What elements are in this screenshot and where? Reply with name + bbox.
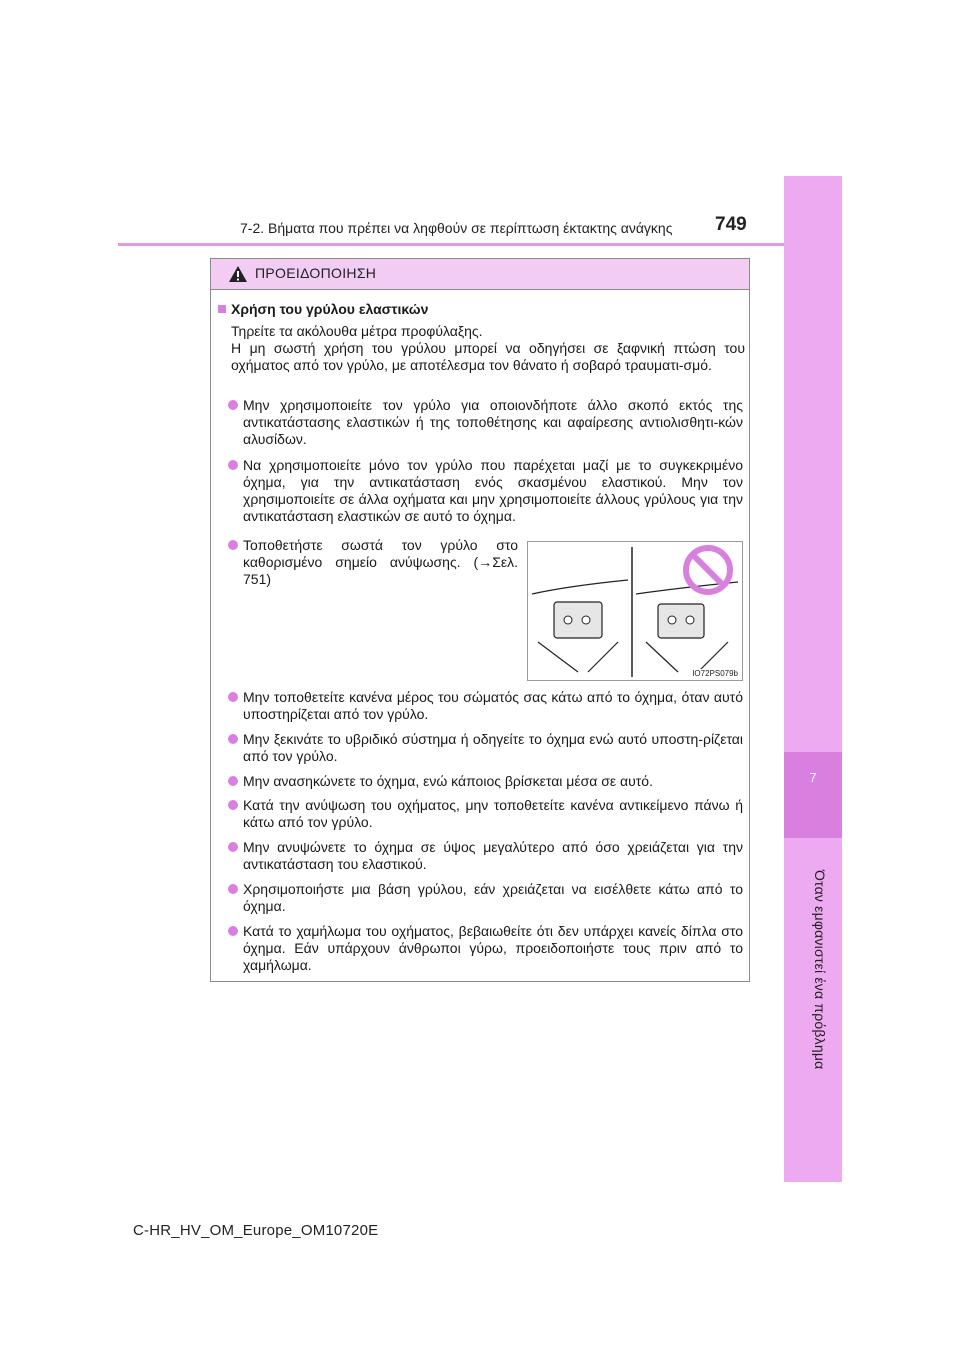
document-code: C-HR_HV_OM_Europe_OM10720E [133,1222,379,1239]
chapter-number: 7 [809,770,817,785]
list-item: Μην χρησιμοποιείτε τον γρύλο για οποιονδήποτε άλλο σκοπό εκτός της αντικατάστασης ελαστικών ή της τοποθέτησης και αφαίρεσης αντιολισθητι-κών αλυσίδων. [228,397,743,448]
square-bullet-icon [218,305,226,313]
jack-illustration [527,541,743,681]
intro-paragraph: Η μη σωστή χρήση του γρύλου μπορεί να οδηγήσει σε ξαφνική πτώση του οχήματος από τον γρύλο, με αποτέλεσμα τον θάνατο ή σοβαρό τραυματι-σμό. [231,340,745,373]
bullet-dot-icon [228,734,238,744]
bullet-dot-icon [228,400,238,410]
section-heading: Χρήση του γρύλου ελαστικών [218,301,428,317]
list-item: Κατά την ανύψωση του οχήματος, μην τοποθετείτε κανένα αντικείμενο πάνω ή κάτω από τον γρύλο. [228,797,743,831]
bullet-dot-icon [228,692,238,702]
list-item: Μην ανυψώνετε το όχημα σε ύψος μεγαλύτερο από όσο χρειάζεται για την αντικατάσταση του ελαστικού. [228,839,743,873]
warning-header [211,259,749,290]
bullet-dot-icon [228,540,238,550]
bullet-dot-icon [228,926,238,936]
warning-triangle-icon [228,265,248,283]
section-header: 7-2. Βήματα που πρέπει να ληφθούν σε περίπτωση έκτακτης ανάγκης [240,220,673,236]
list-item: Τοποθετήστε σωστά τον γρύλο στο καθορισμένο σημείο ανύψωσης. (→Σελ. 751) [228,537,518,588]
list-item: Μην ξεκινάτε το υβριδικό σύστημα ή οδηγείτε το όχημα ενώ αυτό υποστη-ρίζεται από τον γρύλο. [228,731,743,765]
chapter-title: Όταν εμφανιστεί ένα πρόβλημα [812,870,828,1070]
bullet-dot-icon [228,884,238,894]
list-item: Κατά το χαμήλωμα του οχήματος, βεβαιωθείτε ότι δεν υπάρχει κανείς δίπλα στο όχημα. Εάν υπάρχουν άνθρωποι γύρω, προειδοποιήστε τους πριν από το χαμήλωμα. [228,923,743,974]
header-rule [118,243,784,246]
list-item: Χρησιμοποιήστε μια βάση γρύλου, εάν χρειάζεται να εισέλθετε κάτω από το όχημα. [228,881,743,915]
bullet-dot-icon [228,842,238,852]
list-item: Μην ανασηκώνετε το όχημα, ενώ κάποιος βρίσκεται μέσα σε αυτό. [228,773,743,790]
bullet-dot-icon [228,800,238,810]
warning-title: ΠΡΟΕΙΔΟΠΟΙΗΣΗ [255,265,377,281]
jack-placement-drawing [528,542,742,680]
list-item: Να χρησιμοποιείτε μόνο τον γρύλο που παρέχεται μαζί με το συγκεκριμένο όχημα, για την αντικατάσταση ενός σκασμένου ελαστικού. Μην τον χρησιμοποιείτε σε άλλα οχήματα και μην χρησιμοποιείτε άλλους γρύλους για την αντικατάσταση ελαστικών σε αυτό το όχημα. [228,457,743,525]
intro-line: Τηρείτε τα ακόλουθα μέτρα προφύλαξης. [231,323,483,339]
page-number: 749 [715,214,747,235]
bullet-dot-icon [228,776,238,786]
list-item: Μην τοποθετείτε κανένα μέρος του σώματός σας κάτω από το όχημα, όταν αυτό υποστηρίζεται από τον γρύλο. [228,689,743,723]
chapter-number-tab [784,752,842,838]
illustration-code: IO72PS079b [692,669,738,678]
bullet-dot-icon [228,460,238,470]
warning-box [210,258,750,982]
